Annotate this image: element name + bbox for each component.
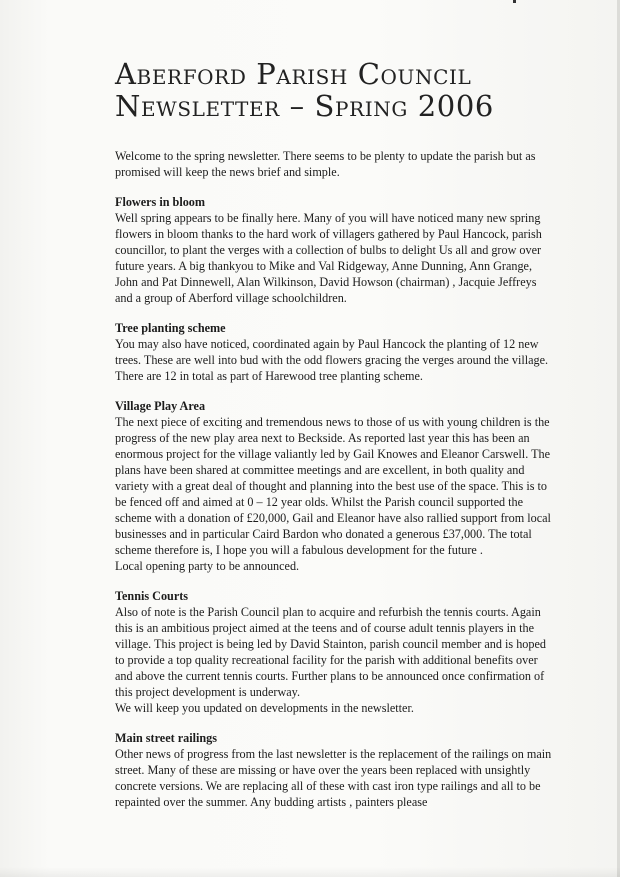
newsletter-content: [115, 58, 555, 824]
section-paragraph: Local opening party to be announced.: [115, 559, 300, 573]
page-bottom-shadow: [0, 867, 620, 877]
section-body: [115, 414, 555, 574]
title-line-2: Newsletter – Spring 2006: [115, 89, 494, 123]
section-tennis-courts: [115, 588, 555, 716]
section-paragraph: You may also have noticed, coordinated again by Paul Hancock the planting of 12 new trees. These are well into bud with the odd flowers gracing the verges around the village. There are 12 in total as part of Harewood tree planting scheme.: [115, 337, 549, 383]
section-body: [115, 336, 555, 384]
section-paragraph: The next piece of exciting and tremendous news to those of us with young children is the progress of the new play area next to Beckside. As reported last year this has been an enormous project for the village valiantly led by Gail Knowes and Eleanor Carswell. The plans have been shared at committee meetings and are excellent, in both quality and variety with a great deal of thought and planning into the best use of the space. This is to be fenced off and aimed at 0 – 12 year olds. Whilst the Parish council supported the scheme with a donation of £20,000, Gail and Eleanor have also rallied support from local businesses and in particular Caird Bardon who donated a generous £37,000. The total scheme therefore is, I hope you will a fabulous development for the future .: [115, 415, 551, 557]
section-paragraph: Other news of progress from the last newsletter is the replacement of the railings on main street. Many of these are missing or have over the years been replaced with unsightly concrete versions. We are replacing all of these with cast iron type railings and all to be repainted over the summer. Any budding artists , painters please: [115, 747, 552, 809]
intro-paragraph: Welcome to the spring newsletter. There seems to be plenty to update the parish but as promised will keep the news brief and simple.: [115, 149, 536, 179]
section-paragraph: Also of note is the Parish Council plan to acquire and refurbish the tennis courts. Again this is an ambitious project aimed at the teens and of course adult tennis players in the village. This project is being led by David Stainton, parish council member and is hoped to provide a top quality recreational facility for the parish with additional benefits over and above the current tennis courts. Further plans to be announced once confirmation of this project development is underway.: [115, 605, 546, 699]
section-flowers-in-bloom: [115, 194, 555, 306]
section-main-street-railings: [115, 730, 555, 810]
title-line-1: Aberford Parish Council: [115, 57, 472, 91]
section-heading: Flowers in bloom: [115, 195, 206, 209]
scan-mark: [513, 0, 516, 3]
section-tree-planting-scheme: [115, 320, 555, 384]
section-heading: Tree planting scheme: [115, 321, 226, 335]
section-body: [115, 604, 555, 716]
newsletter-title: [115, 58, 555, 122]
section-paragraph: We will keep you updated on developments in the newsletter.: [115, 701, 414, 715]
section-paragraph: Well spring appears to be finally here. Many of you will have noticed many new spring flowers in bloom thanks to the hard work of villagers gathered by Paul Hancock, parish councillor, to plant the verges with a collection of bulbs to delight Us all and grow over future years. A big thankyou to Mike and Val Ridgeway, Anne Dunning, Ann Grange, John and Pat Dinnewell, Alan Wilkinson, David Howson (chairman) , Jacquie Jeffreys and a group of Aberford village schoolchildren.: [115, 211, 542, 305]
section-village-play-area: [115, 398, 555, 574]
section-heading: Tennis Courts: [115, 589, 189, 603]
section-heading: Main street railings: [115, 731, 217, 745]
section-body: [115, 746, 555, 810]
section-body: [115, 210, 555, 306]
section-heading: Village Play Area: [115, 399, 206, 413]
